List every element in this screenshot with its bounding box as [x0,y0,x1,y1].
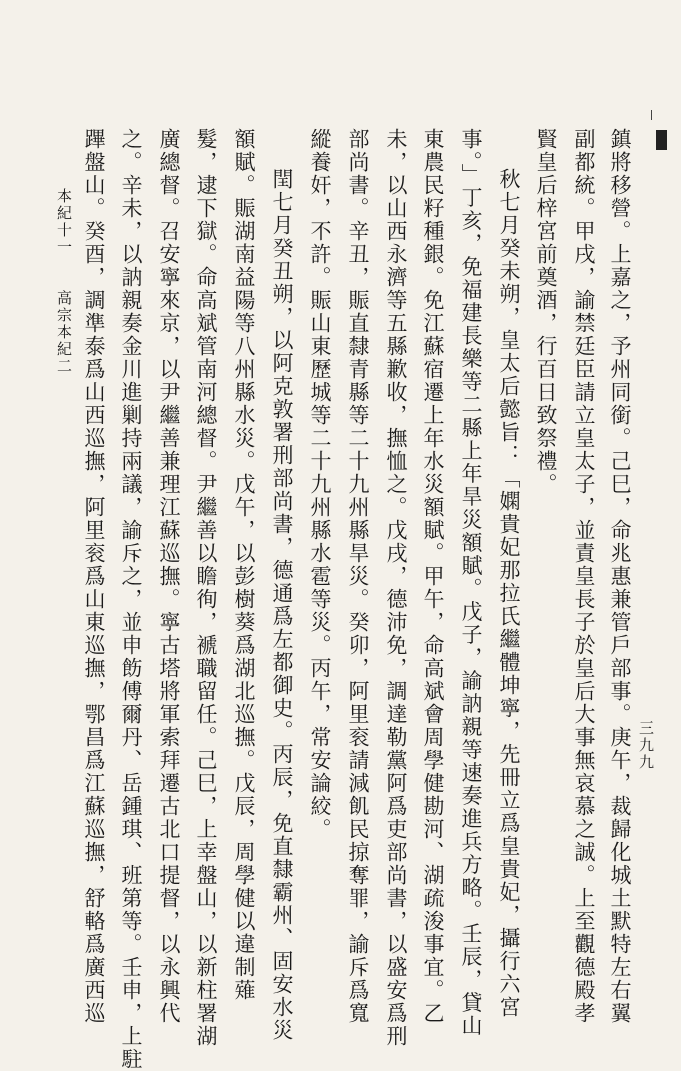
text-column-15: 蹕盤山。癸酉，調準泰爲山西巡撫，阿里衮爲山東巡撫，鄂昌爲江蘇巡撫，舒輅爲廣西巡 [82,128,106,1025]
text-column-5: 事。」丁亥，免福建長樂等二縣上年旱災額賦。戊子，諭訥親等速奏進兵方略。壬辰，貸山 [459,128,483,1038]
running-head: 本紀十一 高宗本紀二 [55,188,73,375]
text-column-2: 副都統。甲戌，諭禁廷臣請立皇太子，並責皇長子於皇后大事無哀慕之誠。上至觀德殿孝 [572,128,596,1025]
text-column-4: 秋七月癸未朔，皇太后懿旨：「嫻貴妃那拉氏繼體坤寧，先冊立爲皇貴妃，攝行六宮 [497,168,521,1019]
text-column-3: 賢皇后梓宮前奠酒，行百日致祭禮。 [534,128,558,496]
text-column-11: 額賦。賑湖南益陽等八州縣水災。戊午，以彭樹葵爲湖北巡撫。戊辰，周學健以違制薙 [232,128,256,1002]
margin-ink-mark [656,130,667,150]
text-column-12: 髮，逮下獄。命高斌管南河總督。尹繼善以瞻徇，褫職留任。己巳，上幸盤山，以新柱署湖 [194,128,218,1048]
page-number: 三九九 [637,720,655,771]
text-column-14: 之。辛未，以訥親奏金川進剿持兩議，諭斥之，並申飭傅爾丹、岳鍾琪、班第等。壬申，上駐 [119,128,143,1071]
text-column-1: 鎮將移營。上嘉之，予州同銜。己巳，命兆惠兼管戶部事。庚午，裁歸化城土默特左右翼 [608,128,632,1025]
text-column-6: 東農民籽種銀。免江蘇宿遷上年水災額賦。甲午，命高斌會周學健勘河、湖疏浚事宜。乙 [421,128,445,1025]
margin-tick-mark [651,110,652,120]
text-column-7: 未，以山西永濟等五縣歉收，撫恤之。戊戌，德沛免，調達勒黨阿爲吏部尚書，以盛安爲刑 [384,128,408,1048]
text-column-8: 部尚書。辛丑，賑直隸青縣等二十九州縣旱災。癸卯，阿里衮請減飢民掠奪罪，諭斥爲寬 [346,128,370,1025]
text-column-13: 廣總督。召安寧來京，以尹繼善兼理江蘇巡撫。寧古塔將軍索拜遷古北口提督，以永興代 [157,128,181,1025]
text-column-9: 縱養奸，不許。賑山東歷城等二十九州縣水雹等災。丙午，常安論絞。 [308,128,332,841]
text-column-10: 閏七月癸丑朔，以阿克敦署刑部尚書，德通爲左都御史。丙辰，免直隸霸州、固安水災 [270,168,294,1042]
